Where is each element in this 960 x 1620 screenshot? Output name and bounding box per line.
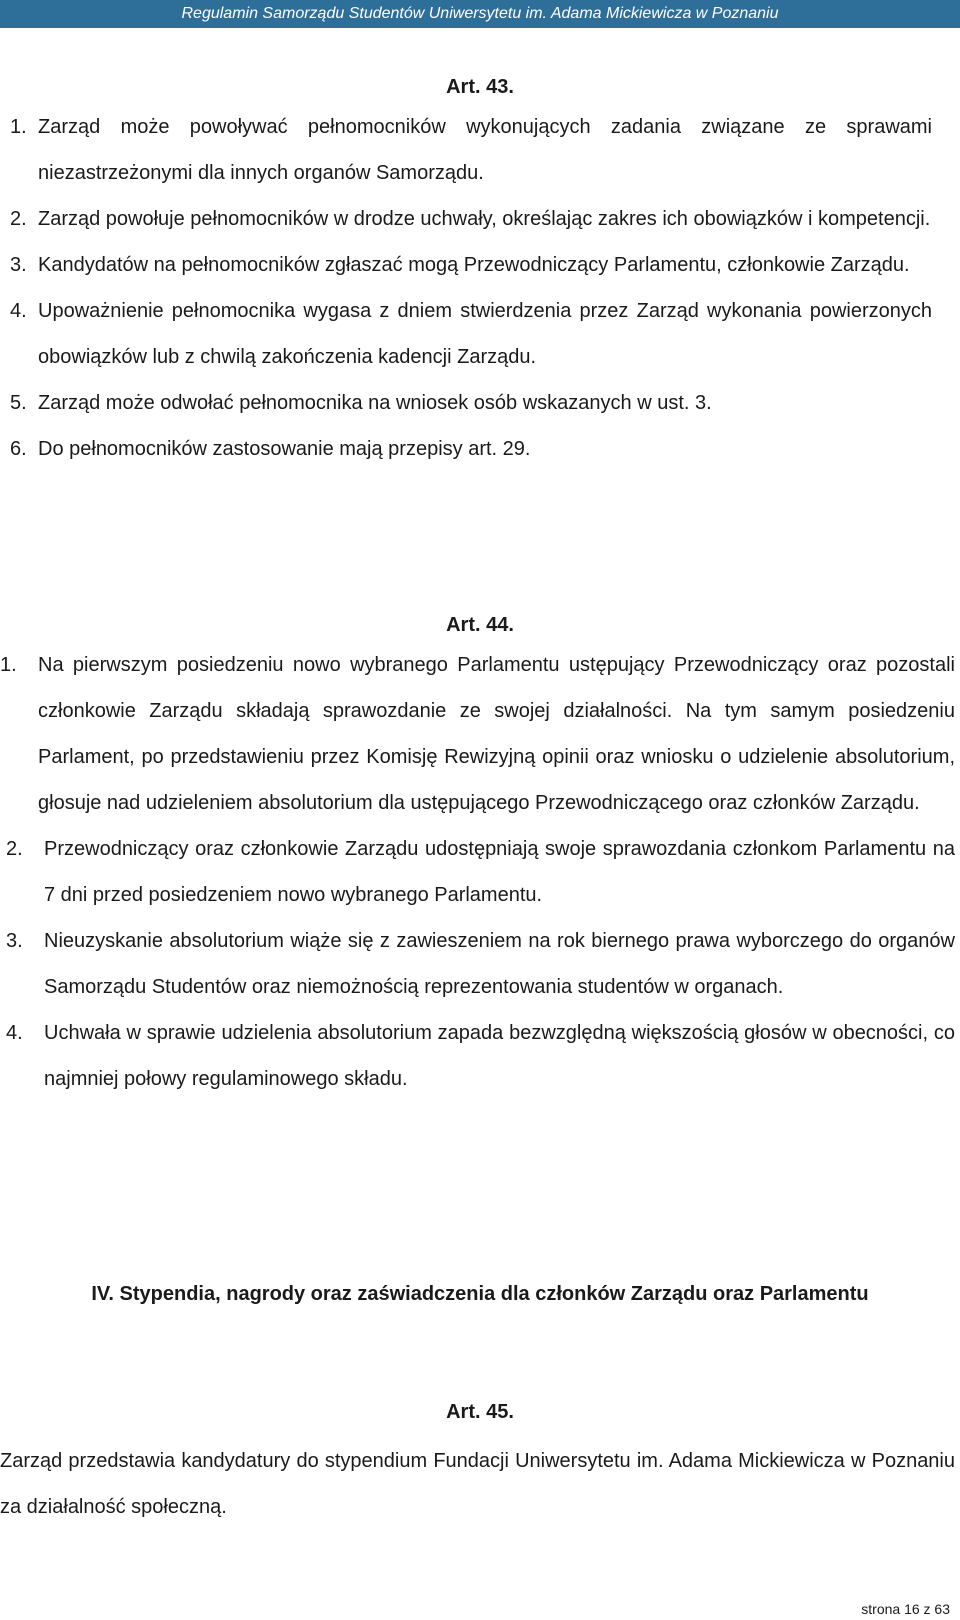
list-item <box>0 426 960 472</box>
list-item <box>0 1010 960 1102</box>
item-number: 3. <box>6 930 23 952</box>
article-45-title: Art. 45. <box>446 1401 514 1423</box>
article-45-text: Zarząd przedstawia kandydatury do stypendium Fundacji Uniwersytetu im. Adama Mickiewicza w Poznaniu za działalność społeczną. <box>0 1450 955 1518</box>
item-number: 5. <box>10 392 27 414</box>
item-number: 4. <box>10 300 27 322</box>
item-text: Na pierwszym posiedzeniu nowo wybranego Parlamentu ustępujący Przewodniczący oraz pozostali członkowie Zarządu składają sprawozdanie ze swojej działalności. Na tym samym posiedzeniu Parlament, po przedstawieniu przez Komisję Rewizyjną opinii oraz wniosku o udzielenie absolutorium, głosuje nad udzieleniem absolutorium dla ustępującego Przewodniczącego oraz członków Zarządu. <box>38 654 955 814</box>
list-item <box>0 380 960 426</box>
item-text: Nieuzyskanie absolutorium wiąże się z zawieszeniem na rok biernego prawa wyborczego do organów Samorządu Studentów oraz niemożnością reprezentowania studentów w organach. <box>44 930 955 998</box>
list-item <box>0 196 960 242</box>
item-text: Zarząd może powoływać pełnomocników wykonujących zadania związane ze sprawami niezastrzeżonymi dla innych organów Samorządu. <box>38 116 932 184</box>
item-number: 1. <box>0 654 17 676</box>
list-item <box>0 918 960 1010</box>
item-text: Do pełnomocników zastosowanie mają przepisy art. 29. <box>38 438 531 460</box>
list-item <box>0 826 960 918</box>
item-text: Kandydatów na pełnomocników zgłaszać mogą Przewodniczący Parlamentu, członkowie Zarządu. <box>38 254 910 276</box>
item-number: 6. <box>10 438 27 460</box>
item-number: 3. <box>10 254 27 276</box>
article-43-title: Art. 43. <box>446 76 514 98</box>
document-header <box>0 0 960 28</box>
page-number: strona 16 z 63 <box>861 1601 950 1617</box>
item-number: 4. <box>6 1022 23 1044</box>
list-item <box>0 104 960 196</box>
list-item <box>0 642 960 826</box>
item-text: Zarząd powołuje pełnomocników w drodze uchwały, określając zakres ich obowiązków i kompetencji. <box>38 208 931 230</box>
article-44-title: Art. 44. <box>446 614 514 636</box>
list-item <box>0 288 960 380</box>
item-text: Zarząd może odwołać pełnomocnika na wniosek osób wskazanych w ust. 3. <box>38 392 712 414</box>
article-43-list <box>0 104 960 472</box>
item-number: 2. <box>6 838 23 860</box>
header-title: Regulamin Samorządu Studentów Uniwersytetu im. Adama Mickiewicza w Poznaniu <box>181 5 779 22</box>
item-number: 1. <box>10 116 27 138</box>
item-text: Przewodniczący oraz członkowie Zarządu udostępniają swoje sprawozdania członkom Parlamentu na 7 dni przed posiedzeniem nowo wybranego Parlamentu. <box>44 838 955 906</box>
list-item <box>0 242 960 288</box>
item-text: Uchwała w sprawie udzielenia absolutorium zapada bezwzględną większością głosów w obecności, co najmniej połowy regulaminowego składu. <box>44 1022 955 1090</box>
article-44-list <box>0 642 960 1102</box>
item-text: Upoważnienie pełnomocnika wygasa z dniem stwierdzenia przez Zarząd wykonania powierzonych obowiązków lub z chwilą zakończenia kadencji Zarządu. <box>38 300 932 368</box>
item-number: 2. <box>10 208 27 230</box>
section-title: IV. Stypendia, nagrody oraz zaświadczenia dla członków Zarządu oraz Parlamentu <box>91 1283 869 1305</box>
